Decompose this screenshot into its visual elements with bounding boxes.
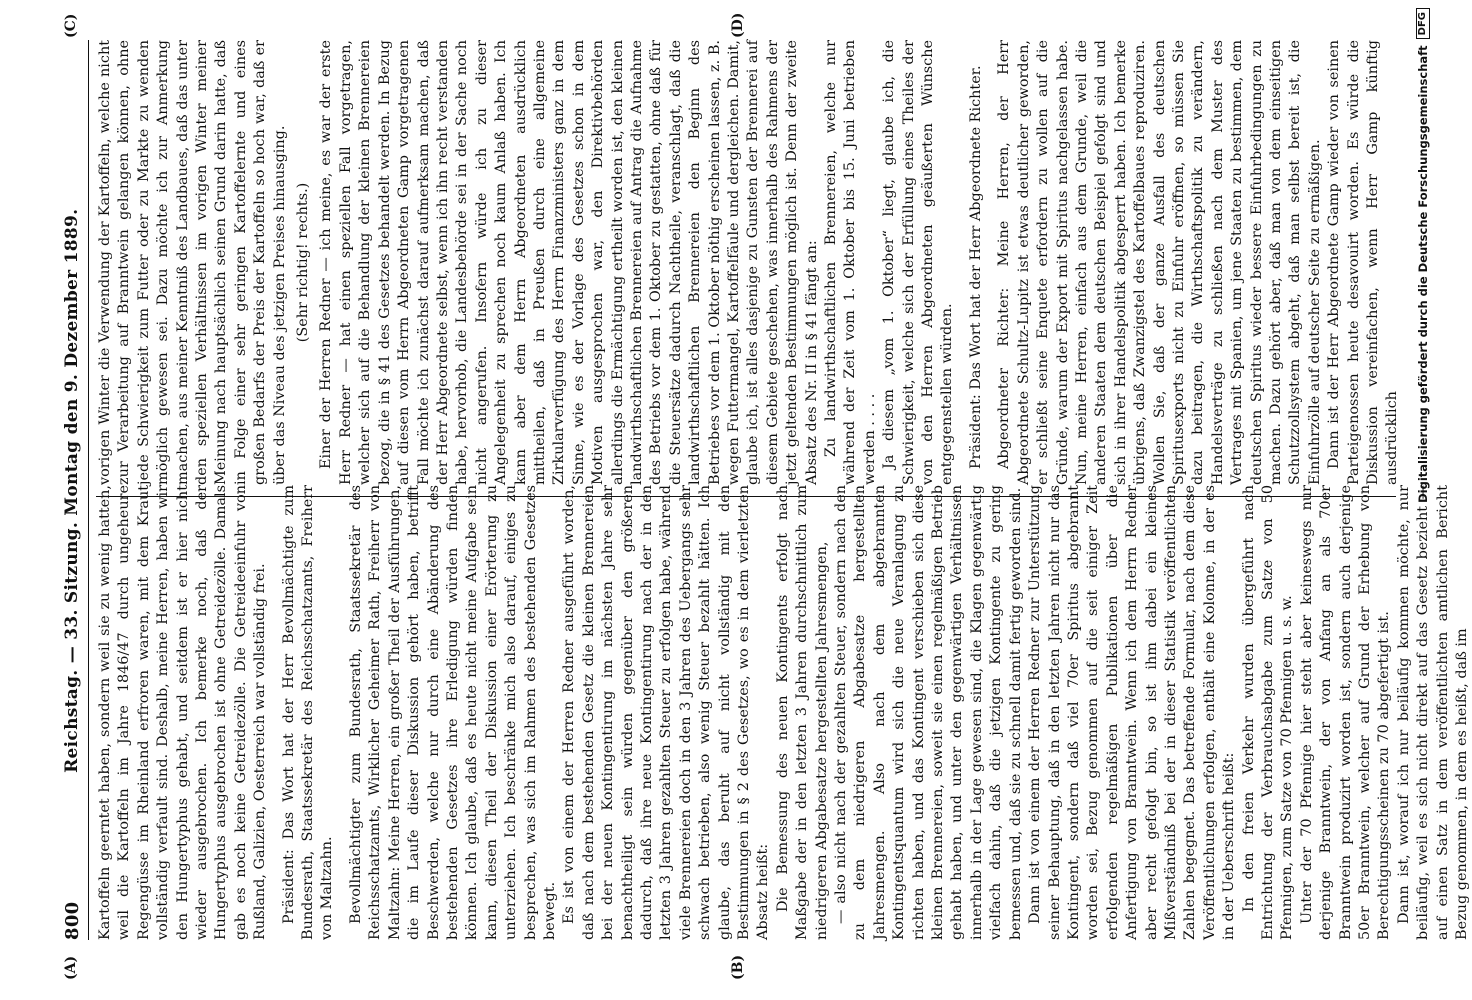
paragraph: Ja diesem „vom 1. Oktober“ liegt, glaube ich, die Schwierigkeit, welche sich der Erfüllung eines Theiles der von den Herren Abgeordneten geäußerten Wünsche entgegenstellen würden. bbox=[881, 40, 956, 485]
paragraph: Einer der Herren Redner — ich meine, es war der erste Herr Redner — hat einen speziellen Fall vorgetragen, welcher sich auf die Behandlung der kleinen Brennereien bezog, die in § 41 des Gesetzes behandelt werden. In Bezug auf diesen vom Herrn Abgeordneten Gamp vorgetragenen Fall möchte ich zunächst darauf aufmerksam machen, daß der Herr Abgeordnete selbst, wenn ich ihn recht verstanden habe, hervorhob, die Landesbehörde sei in der Sache noch nicht angerufen. Insofern würde ich zu dieser Angelegenheit zu sprechen noch kaum Anlaß haben. Ich kann aber dem Herrn Abgeordneten ausdrücklich mittheilen, daß in Preußen durch eine allgemeine Zirkularverfügung des Herrn Finanzministers ganz in dem Sinne, wie es der Vorlage des Gesetzes schon in dem Motiven ausgesprochen war, den Direktivbehörden allerdings die Ermächtigung ertheilt worden ist, den kleinen landwirthschaftlichen Brennereien auf Antrag die Aufnahme des Betriebs vor dem 1. Oktober zu gestatten, ohne daß für die Steuersätze dadurch Nachtheile, veranschlagt, daß die landwirthschaftlichen Brennereien den Beginn des Betriebes vor dem 1. Oktober nöthig erscheinen lassen, z. B. wegen Futtermangel, Kartoffelfäule und dergleichen. Damit, glaube ich, ist alles dasjenige zu Gunsten der Brennerei auf diesem Gebiete geschehen, was innerhalb des Rahmens der jetzt geltenden Bestimmungen möglich ist. Denn der zweite Absatz des Nr. II in § 41 fängt an: bbox=[318, 40, 820, 485]
right-column bbox=[96, 40, 1401, 485]
margin-marker-c: (C) bbox=[63, 13, 79, 38]
dfg-logo: DFG bbox=[1416, 8, 1430, 39]
quoted-paragraph: Die Bemessung des neuen Kontingents erfolgt nach Maßgabe der in den letzten 3 Jahren durchschnittlich zum niedrigeren Abgabesatze hergestellten Jahresmengen, bbox=[774, 485, 830, 940]
paragraph: Kartoffeln geerntet haben, sondern weil sie zu wenig hatten, weil die Kartoffeln im Jahre 1846/47 durch ungeheure Regengüsse im Rheinland erfroren waren, mit dem Kraut vollständig verfault sind. Deshalb, meine Herren, haben wir den Hungertyphus gehabt, und seitdem ist er hier nicht wieder ausgebrochen. Ich bemerke noch, daß der Hungertyphus ausgebrochen ist ohne Getreidezölle. Damals gab es noch keine Getreidezölle. Die Getreideeinfuhr von Rußland, Galizien, Oesterreich war vollständig frei. bbox=[97, 485, 269, 940]
page-title: Reichstag. — 33. Sitzung. Montag den 9. Dezember 1889. bbox=[62, 208, 82, 773]
header-rule bbox=[88, 40, 89, 940]
quoted-paragraph: In den freien Verkehr wurden übergeführt nach Entrichtung der Verbrauchsabgabe zum Satze von 50 Pfennigen, zum Satze von 70 Pfennigen u. s. w. bbox=[1240, 485, 1296, 940]
speaker-paragraph: Präsident: Das Wort hat der Herr Abgeordnete Richter. bbox=[967, 65, 984, 469]
margin-marker-a: (A) bbox=[63, 955, 79, 980]
paragraph: Dann ist von einem der Herren Redner zur Unterstützung seiner Behauptung, daß in den letzten Jahren nicht nur das Kontingent, sondern daß viel 70er Spiritus abgebrannt worden sei, Bezug genommen auf die seit einiger Zeit erfolgenden regelmäßigen Publikationen über die Anfertigung von Branntwein. Wenn ich dem Herrn Redner aber recht gefolgt bin, so ist ihm dabei ein kleines Mißverständniß bei der in dieser Statistik veröffentlichten Zahlen begegnet. Das betreffende Formular, nach dem diese Veröffentlichungen erfolgen, enthält eine Kolonne, in der es in der Ueberschrift heißt: bbox=[1027, 485, 1238, 940]
speaker-paragraph: Präsident: Das Wort hat der Herr Bevollmächtigte zum Bundesrath, Staatssekretär des Reichsschatzamts, Freiherr von Maltzahn. bbox=[280, 485, 336, 940]
paragraph: Unter der 70 Pfennige hier steht aber keineswegs nur derjenige Branntwein, der von Anfang an als 70er Branntwein produzirt worden ist, sondern auch derjenige 50er Branntwein, welcher auf Grund der Erhebung von Berechtigungsscheinen zu 70 abgefertigt ist. bbox=[1298, 485, 1393, 940]
speaker-paragraph: Abgeordneter Richter: Meine Herren, der Herr Abgeordnete Schultz-Lupitz ist etwas deutlicher geworden, er schließt seine Enquete erfordern zu wollen auf die Gründe, warum der Export mit Spiritus nachgelassen habe. Nun, meine Herren, einfach aus dem Grunde, weil die anderen Staaten dem deutschen Beispiel gefolgt sind und sich in ihrer Handelspolitik abgesperrt haben. Ich bemerke übrigens, daß Zwanzigstel des Kartoffelbaues reproduziren. Wollen Sie, daß der ganze Ausfall des deutschen Spiritusexports nicht zu Einfuhr eröffnen, so müssen Sie dazu beitragen, die Wirthschaftspolitik zu verändern, Handelsverträge zu schließen nach dem Muster des Vertrages mit Spanien, um jene Staaten zu bestimmen, dem deutschen Spiritus wieder bessere Einfuhrbedingungen zu machen. Dazu gehört aber, daß man von dem einseitigen Schutzzollsystem abgeht, daß man selbst bereit ist, die Einfuhrzölle auf deutscher Seite zu ermäßigen. bbox=[996, 40, 1323, 485]
interjection: (Sehr richtig! rechts.) bbox=[295, 182, 312, 343]
paragraph: Dann ist, worauf ich nur beiläufig kommen möchte, nur beiläufig, weil es sich nicht direkt auf das Gesetz bezieht — auf einen Satz in dem veröffentlichten amtlichen Bericht Bezug genommen, in dem es heißt, daß im bbox=[1395, 485, 1471, 940]
column-separator bbox=[96, 496, 1396, 497]
margin-marker-b: (B) bbox=[730, 954, 746, 980]
paragraph: Dann ist der Herr Abgeordnete Gamp wieder von seinen Parteigenossen heute desavouirt worden. Es würde die Diskussion vereinfachen, wenn Herr Gamp künftig ausdrücklich bbox=[1326, 40, 1401, 485]
quoted-paragraph: Zu landwirthschaftlichen Brennereien, welche nur während der Zeit vom 1. Oktober bis 15. Juni betrieben werden . . . . bbox=[823, 40, 878, 485]
left-column bbox=[96, 485, 1471, 940]
paragraph: vorigen Winter die Verwendung der Kartoffeln, welche nicht zur Verarbeitung auf Branntwein gelangen können, ohne jede Schwierigkeit zum Futter oder zu Markte zu wenden möglich gewesen sei. Dazu möchte ich zur Anmerkung machen, aus meiner Kenntniß des Landbaues, daß das unter den speziellen Verhältnissen im vorigen Winter meiner Meinung nach hauptsächlich seinen Grund darin hatte, daß in Folge einer sehr geringen Kartoffelernte und eines großen Bedarfs der Preis der Kartoffeln so hoch war, daß er über das Niveau des jetzigen Preises hinausging. bbox=[97, 40, 288, 485]
funding-text: Digitalisierung gefördert durch die Deutsche Forschungsgemeinschaft bbox=[1416, 45, 1430, 503]
paragraph: — also nicht nach der gezahlten Steuer, sondern nach den zu dem niedrigeren Abgabesatze hergestellten Jahresmengen. Also nach dem abgebrannten Kontingentsquantum wird sich die neue Veranlagung zu richten haben, und das Kontingent verschieben sich diese kleinen Brennereien, soweit sie einen regelmäßigen Betrieb gehabt haben, und unter den gegenwärtigen Verhältnissen innerhalb in der Lage gewesen sind, die Klagen gegenwärtig vielfach dahin, daß die jetzigen Kontingente zu gering bemessen und, daß sie zu schnell damit fertig geworden sind. bbox=[833, 485, 1024, 940]
speaker-paragraph: Bevollmächtigter zum Bundesrath, Staatssekretär des Reichsschatzamts, Wirklicher Geheimer Rath, Freiherr von Maltzahn: Meine Herren, ein großer Theil der Ausführungen, die im Laufe dieser Diskussion gehört haben, betrifft Beschwerden, welche nur durch eine Abänderung des bestehenden Gesetzes ihre Erledigung würden finden können. Ich glaube, daß es heute nicht meine Aufgabe sein kann, diesen Theil der Diskussion einer Erörterung zu unterziehen. Ich beschränke mich also darauf, einiges zu besprechen, was sich im Rahmen des bestehenden Gesetzes bewegt. bbox=[347, 485, 558, 940]
paragraph: Es ist von einem der Herren Redner ausgeführt worden, daß nach dem bestehenden Gesetz die kleinen Brennereien bei der neuen Kontingentirung im nächsten Jahre sehr benachtheiligt sein würden gegenüber den größeren dadurch, daß ihre neue Kontingentirung nach der in den letzten 3 Jahren gezahlten Steuer zu erfolgen habe, während viele Brennereien doch in den 3 Jahren des Uebergangs sehr schwach betrieben, also wenig Steuer bezahlt hätten. Ich glaube, das beruht auf nicht vollständig mit den Bestimmungen in § 2 des Gesetzes, wo es in dem vierletzten Absatz heißt: bbox=[561, 485, 772, 940]
funding-note bbox=[1414, 0, 1432, 1000]
page-header bbox=[60, 40, 84, 940]
margin-marker-d: (D) bbox=[730, 12, 746, 38]
page-number: 800 bbox=[61, 901, 83, 940]
